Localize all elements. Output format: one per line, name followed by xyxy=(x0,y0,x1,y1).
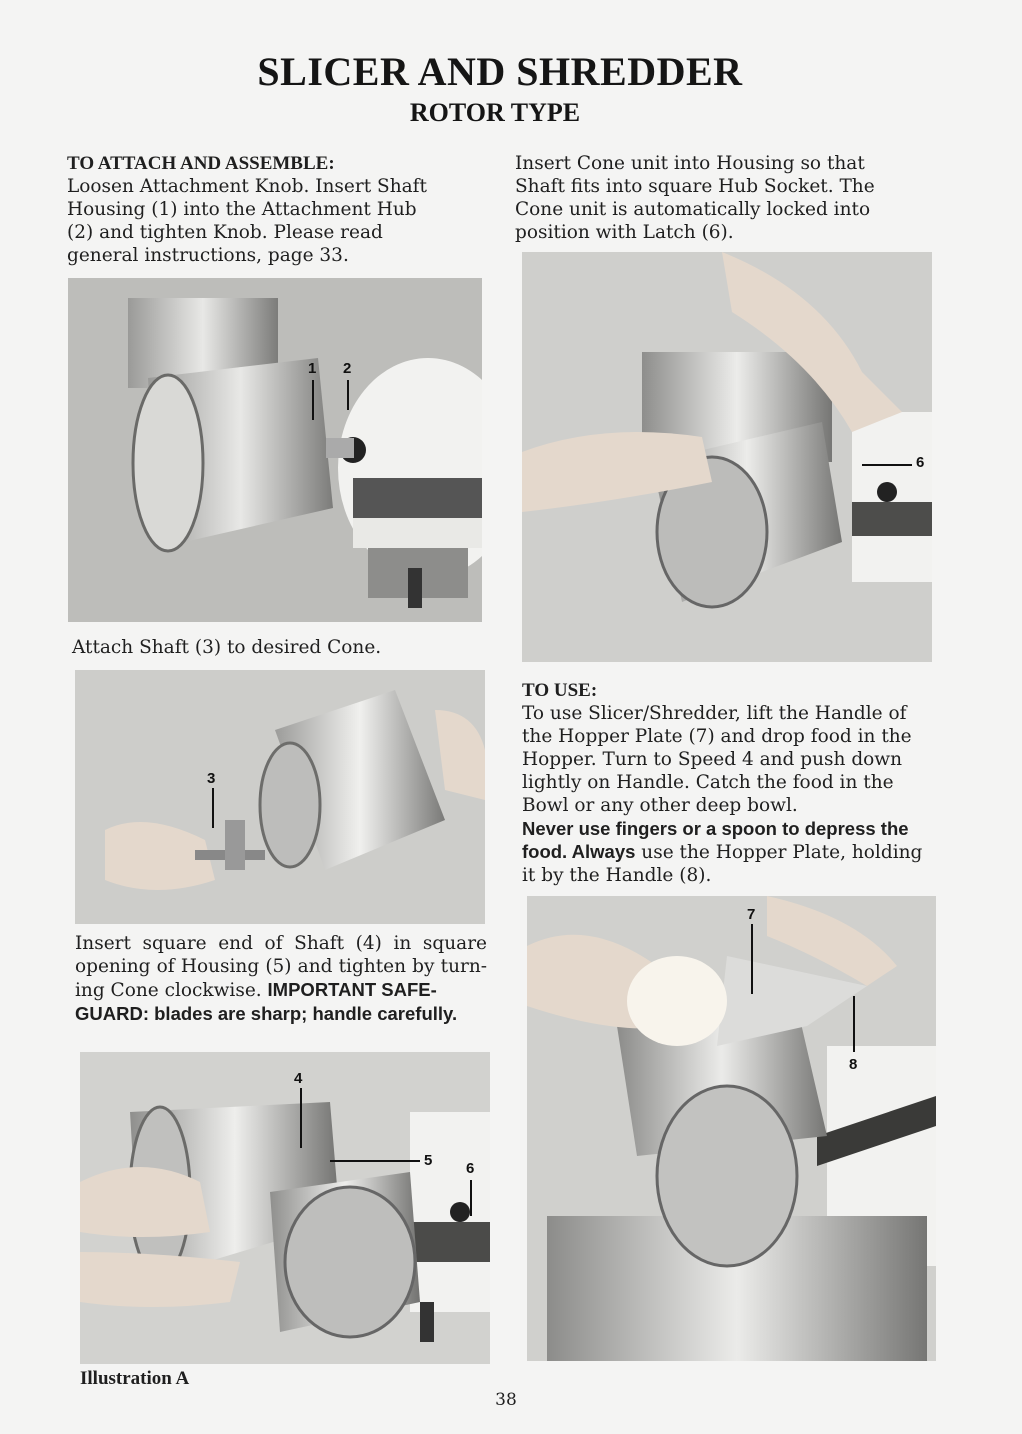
callout-6-illustration: 6 xyxy=(466,1160,475,1177)
warning-rest-2: use the Hopper Plate, holding xyxy=(635,842,923,863)
callout-2-line xyxy=(347,380,349,410)
warning-line-3: it by the Handle (8). xyxy=(522,865,712,886)
insert-cone-line-2: Shaft fits into square Hub Socket. The xyxy=(515,176,875,197)
callout-4: 4 xyxy=(294,1070,303,1087)
insert-shaft-line-3 xyxy=(75,978,487,1002)
attach-line-2: Housing (1) into the Attachment Hub xyxy=(67,199,417,220)
use-line-5: Bowl or any other deep bowl. xyxy=(522,795,798,816)
illustration-label: Illustration A xyxy=(80,1368,190,1389)
insert-shaft-section xyxy=(75,932,487,1025)
photo-hopper-use xyxy=(527,896,936,1361)
callout-7-line xyxy=(751,924,753,994)
insert-shaft-line-2: opening of Housing (5) and tighten by turn- xyxy=(75,956,487,977)
photo-attach-shaft-drawing xyxy=(75,670,485,924)
safeguard-bold-2: GUARD: blades are sharp; handle carefully. xyxy=(75,1003,458,1024)
safeguard-bold-1: IMPORTANT SAFE- xyxy=(267,979,437,1000)
attach-section xyxy=(67,152,487,267)
photo-attach-shaft xyxy=(75,670,485,924)
use-line-4: lightly on Handle. Catch the food in the xyxy=(522,772,894,793)
callout-5: 5 xyxy=(424,1152,433,1169)
callout-4-line xyxy=(300,1088,302,1148)
callout-1-line xyxy=(312,380,314,420)
use-section xyxy=(522,679,942,887)
page-title: SLICER AND SHREDDER xyxy=(257,49,743,94)
use-line-3: Hopper. Turn to Speed 4 and push down xyxy=(522,749,903,770)
callout-8-line xyxy=(853,996,855,1052)
callout-1: 1 xyxy=(308,360,317,377)
warning-line-1: Never use fingers or a spoon to depress the xyxy=(522,818,909,839)
callout-8: 8 xyxy=(849,1056,858,1073)
photo-hopper-use-drawing xyxy=(527,896,936,1361)
callout-3-line xyxy=(212,788,214,828)
photo-attach-housing-drawing xyxy=(68,278,482,622)
callout-2: 2 xyxy=(343,360,352,377)
use-heading: TO USE: xyxy=(522,680,598,701)
photo-illustration-a-drawing xyxy=(80,1052,490,1364)
use-line-1: To use Slicer/Shredder, lift the Handle of xyxy=(522,703,907,724)
callout-6-illustration-line xyxy=(470,1180,472,1216)
use-line-2: the Hopper Plate (7) and drop food in the xyxy=(522,726,912,747)
insert-cone-section xyxy=(515,152,935,244)
insert-cone-line-3: Cone unit is automatically locked into xyxy=(515,199,871,220)
photo-illustration-a xyxy=(80,1052,490,1364)
attach-heading: TO ATTACH AND ASSEMBLE: xyxy=(67,153,335,174)
warning-bold-2: food. Always xyxy=(522,841,636,862)
attach-line-4: general instructions, page 33. xyxy=(67,245,349,266)
photo-insert-cone-drawing xyxy=(522,252,932,662)
callout-5-line xyxy=(330,1160,420,1162)
callout-6: 6 xyxy=(916,454,925,471)
attach-line-1: Loosen Attachment Knob. Insert Shaft xyxy=(67,176,427,197)
callout-7: 7 xyxy=(747,906,756,923)
warning-line-2 xyxy=(522,840,942,864)
insert-cone-line-1: Insert Cone unit into Housing so that xyxy=(515,153,865,174)
callout-6-line xyxy=(862,464,912,466)
insert-cone-line-4: position with Latch (6). xyxy=(515,222,734,243)
photo-insert-cone xyxy=(522,252,932,662)
insert-shaft-line-1: Insert square end of Shaft (4) in square xyxy=(75,933,487,954)
insert-shaft-line-3-text: ing Cone clockwise. xyxy=(75,980,262,1001)
page-subtitle: ROTOR TYPE xyxy=(409,98,581,127)
callout-3: 3 xyxy=(207,770,216,787)
page-number: 38 xyxy=(495,1390,517,1410)
caption-attach-shaft: Attach Shaft (3) to desired Cone. xyxy=(72,637,382,658)
attach-line-3: (2) and tighten Knob. Please read xyxy=(67,222,383,243)
photo-attach-housing xyxy=(68,278,482,622)
